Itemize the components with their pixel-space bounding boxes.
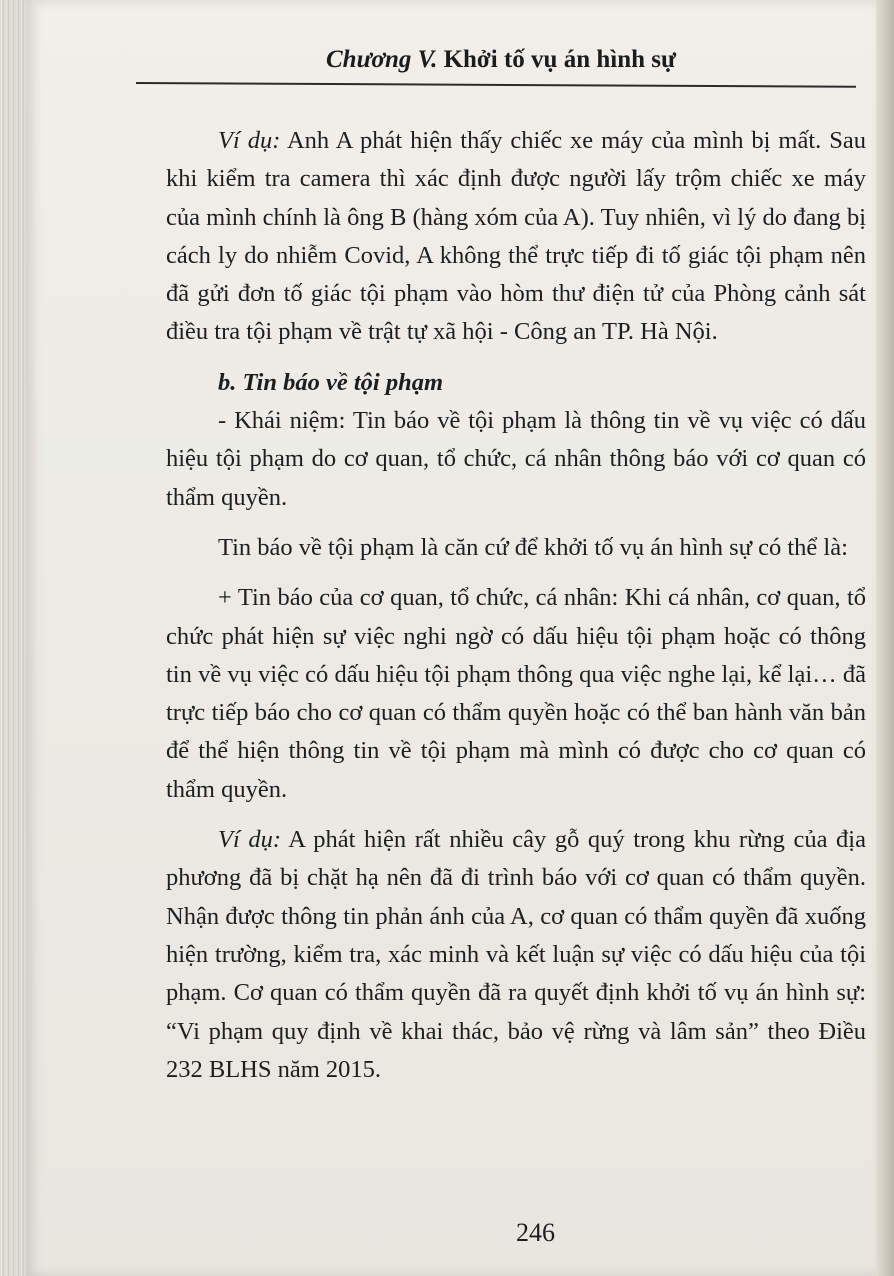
example-paragraph-1 [166,122,866,352]
example-label: Ví dụ: [218,127,281,154]
example-paragraph-2 [166,821,866,1089]
header-title [326,46,676,74]
example-text: A phát hiện rất nhiều cây gỗ quý trong khu rừng của địa phương đã bị chặt hạ nên đã đi trình báo với cơ quan có thẩm quyền. Nhận được thông tin phản ánh của A, cơ quan có thẩm quyền đã xuống hiện trường, kiểm tra, xác minh và kết luận sự việc có dấu hiệu của tội phạm. Cơ quan có thẩm quyền đã ra quyết định khởi tố vụ án hình sự: “Vi phạm quy định về khai thác, bảo vệ rừng và lâm sản” theo Điều 232 BLHS năm 2015. [166,826,866,1083]
page-number: 246 [516,1218,555,1247]
book-page [26,0,876,1276]
concept-paragraph: - Khái niệm: Tin báo về tội phạm là thông tin về vụ việc có dấu hiệu tội phạm do cơ quan, tổ chức, cá nhân thông báo với cơ quan có thẩm quyền. [166,407,866,511]
page-body [166,122,866,1089]
header-rule [136,82,856,88]
bullet-paragraph: + Tin báo của cơ quan, tổ chức, cá nhân: Khi cá nhân, cơ quan, tổ chức phát hiện sự việc nghi ngờ có dấu hiệu tội phạm hoặc có thông tin về vụ việc có dấu hiệu tội phạm thông qua việc nghe lại, kể lại… đã trực tiếp báo cho cơ quan có thẩm quyền hoặc có thể ban hành văn bản để thể hiện thông tin về tội phạm mà mình có được cho cơ quan có thẩm quyền. [166,584,866,803]
section-heading: b. Tin báo về tội phạm [218,368,444,396]
header-chapter-title: Khởi tố vụ án hình sự [443,46,676,73]
example-label: Ví dụ: [218,826,282,854]
basis-paragraph: Tin báo về tội phạm là căn cứ để khởi tố vụ án hình sự có thể là: [218,533,848,561]
running-header [136,44,856,84]
header-chapter: Chương V. [326,46,438,73]
example-text: Anh A phát hiện thấy chiếc xe máy của mình bị mất. Sau khi kiểm tra camera thì xác định được người lấy trộm chiếc xe máy của mình chính là ông B (hàng xóm của A). Tuy nhiên, vì lý do đang bị cách ly do nhiễm Covid, A không thể trực tiếp đi tố giác tội phạm nên đã gửi đơn tố giác tội phạm vào hòm thư điện tử của Phòng cảnh sát điều tra tội phạm về trật tự xã hội - Công an TP. Hà Nội. [166,127,866,346]
